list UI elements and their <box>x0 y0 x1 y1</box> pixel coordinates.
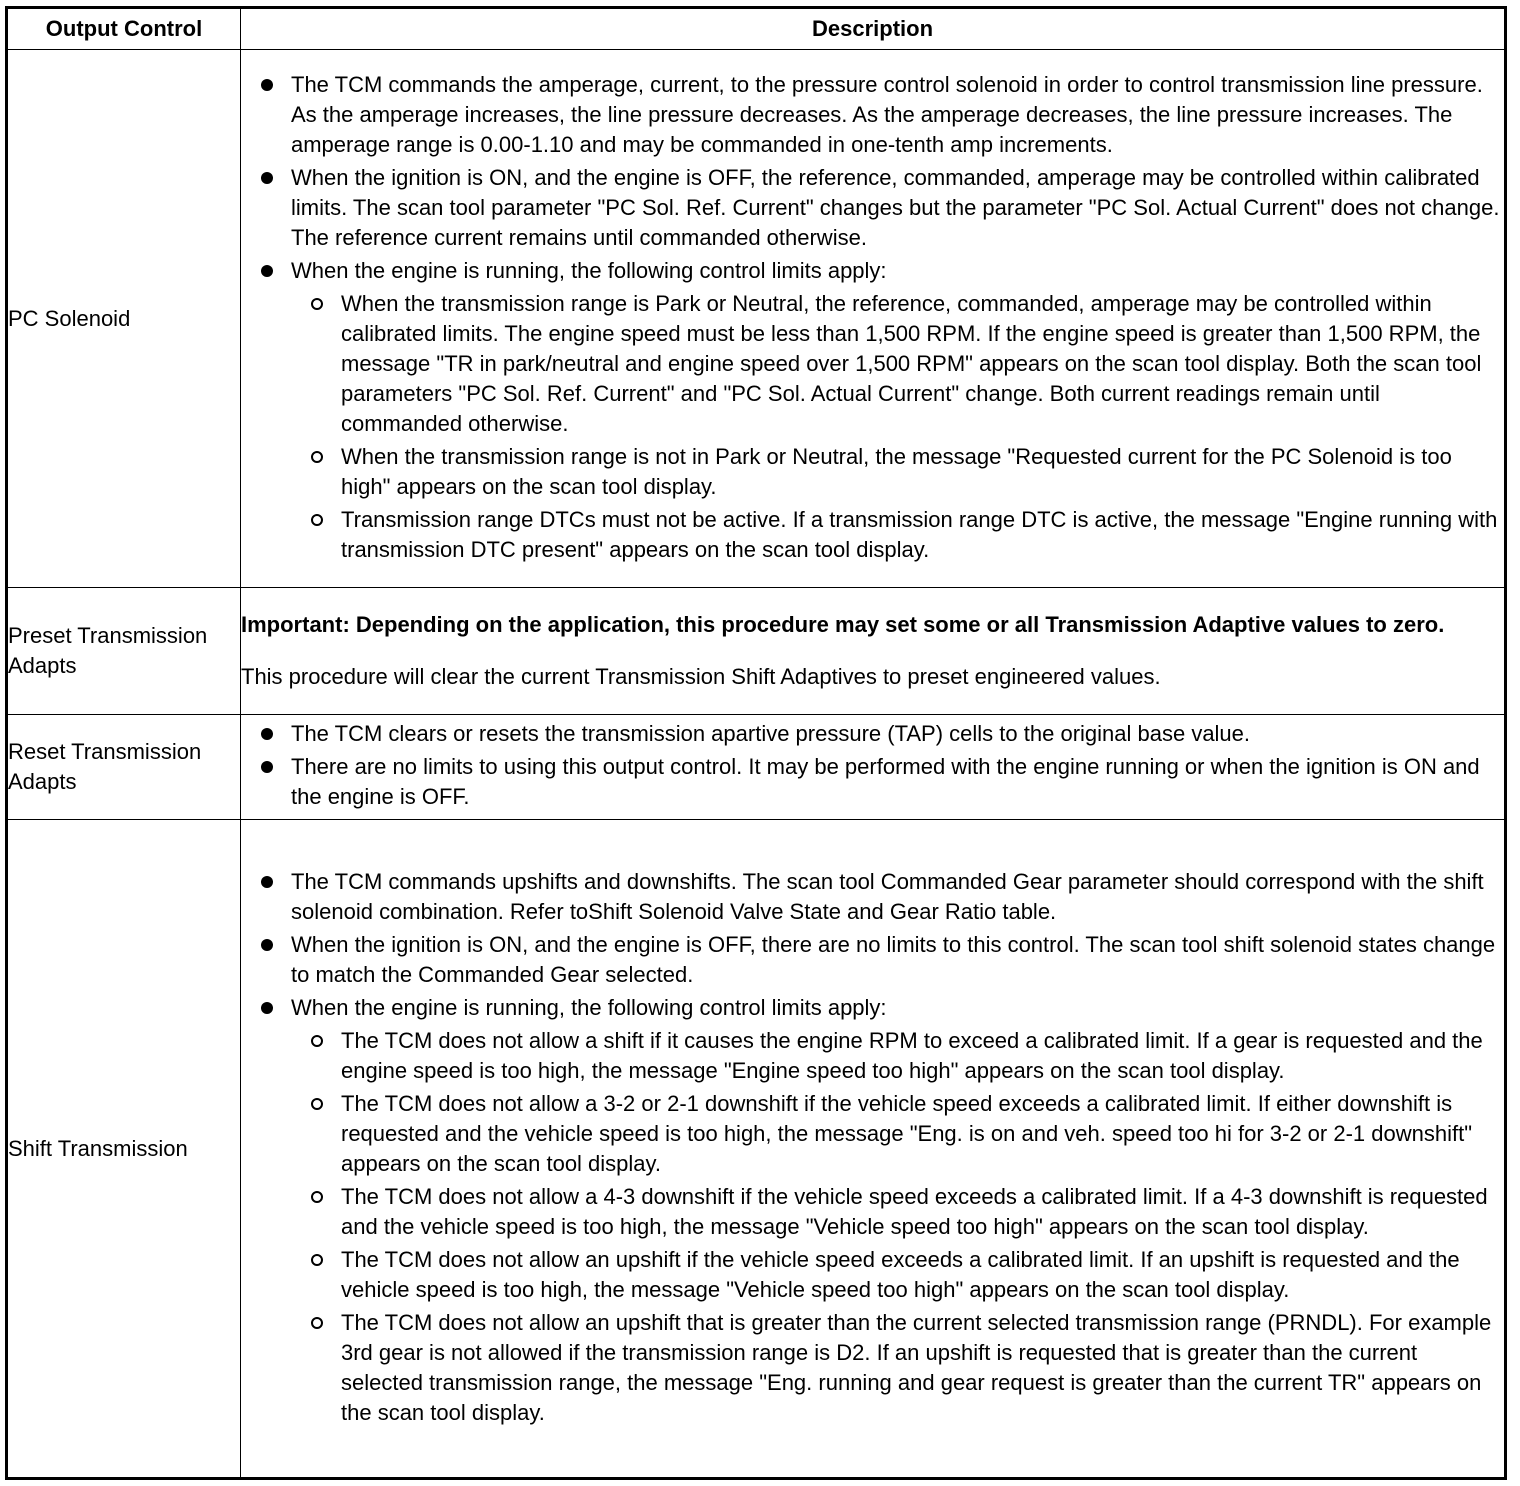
table-row <box>7 715 1506 820</box>
output-control-cell: Shift Transmission <box>7 820 241 1479</box>
bullet-list <box>241 70 1504 565</box>
output-control-table <box>5 6 1507 1480</box>
table-row <box>7 588 1506 715</box>
sub-bullet-item: The TCM does not allow a 4-3 downshift if the vehicle speed exceeds a calibrated limit. If a 4-3 downshift is requested and the vehicle speed is too high, the message "Vehicle speed too high" appears on the scan tool display. <box>291 1182 1504 1242</box>
bullet-item: The TCM commands the amperage, current, to the pressure control solenoid in order to control transmission line pressure. As the amperage increases, the line pressure decreases. As the amperage decreases, the line pressure increases. The amperage range is 0.00-1.10 and may be commanded in one-tenth amp increments. <box>241 70 1504 160</box>
bullet-item: When the ignition is ON, and the engine is OFF, there are no limits to this control. The scan tool shift solenoid states change to match the Commanded Gear selected. <box>241 930 1504 990</box>
bullet-list <box>241 719 1504 812</box>
sub-bullet-item: When the transmission range is not in Park or Neutral, the message "Requested current for the PC Solenoid is too high" appears on the scan tool display. <box>291 442 1504 502</box>
bullet-text: When the engine is running, the following control limits apply: <box>291 994 887 1020</box>
description-paragraph: This procedure will clear the current Transmission Shift Adaptives to preset engineered values. <box>241 664 1161 689</box>
output-control-cell: PC Solenoid <box>7 50 241 588</box>
bullet-item <box>241 256 1504 565</box>
bullet-item: When the ignition is ON, and the engine is OFF, the reference, commanded, amperage may be controlled within calibrated limits. The scan tool parameter "PC Sol. Ref. Current" changes but the parameter "PC Sol. Actual Current" does not change. The reference current remains until commanded otherwise. <box>241 163 1504 253</box>
output-control-cell: Reset Transmission Adapts <box>7 715 241 820</box>
table-header-row <box>7 8 1506 50</box>
description-cell <box>241 588 1506 715</box>
sub-bullet-item: The TCM does not allow a 3-2 or 2-1 downshift if the vehicle speed exceeds a calibrated limit. If either downshift is requested and the vehicle speed is too high, the message "Eng. is on and veh. speed too hi for 3-2 or 2-1 downshift" appears on the scan tool display. <box>291 1089 1504 1179</box>
header-output-control: Output Control <box>7 8 241 50</box>
table-row <box>7 820 1506 1479</box>
sub-bullet-item: The TCM does not allow an upshift if the vehicle speed exceeds a calibrated limit. If an upshift is requested and the vehicle speed is too high, the message "Vehicle speed too high" appears on the scan tool display. <box>291 1245 1504 1305</box>
bullet-text: When the engine is running, the following control limits apply: <box>291 257 887 283</box>
sub-bullet-item: The TCM does not allow a shift if it causes the engine RPM to exceed a calibrated limit. If a gear is requested and the engine speed is too high, the message "Engine speed too high" appears on the scan tool display. <box>291 1026 1504 1086</box>
description-cell <box>241 50 1506 588</box>
sub-bullet-list <box>291 289 1504 565</box>
description-cell <box>241 715 1506 820</box>
important-note: Important: Depending on the application, this procedure may set some or all Transmission Adaptive values to zero. <box>241 612 1445 637</box>
bullet-item: There are no limits to using this output control. It may be performed with the engine running or when the ignition is ON and the engine is OFF. <box>241 752 1504 812</box>
description-cell <box>241 820 1506 1479</box>
bullet-list <box>241 867 1504 1428</box>
table-row <box>7 50 1506 588</box>
sub-bullet-item: The TCM does not allow an upshift that is greater than the current selected transmission range (PRNDL). For example 3rd gear is not allowed if the transmission range is D2. If an upshift is requested that is greater than the current selected transmission range, the message "Eng. running and gear request is greater than the current TR" appears on the scan tool display. <box>291 1308 1504 1428</box>
bullet-item: The TCM commands upshifts and downshifts. The scan tool Commanded Gear parameter should correspond with the shift solenoid combination. Refer toShift Solenoid Valve State and Gear Ratio table. <box>241 867 1504 927</box>
sub-bullet-list <box>291 1026 1504 1428</box>
bullet-item: The TCM clears or resets the transmission apartive pressure (TAP) cells to the original base value. <box>241 719 1504 749</box>
header-description: Description <box>241 8 1506 50</box>
output-control-cell: Preset Transmission Adapts <box>7 588 241 715</box>
sub-bullet-item: When the transmission range is Park or Neutral, the reference, commanded, amperage may be controlled within calibrated limits. The engine speed must be less than 1,500 RPM. If the engine speed is greater than 1,500 RPM, the message "TR in park/neutral and engine speed over 1,500 RPM" appears on the scan tool display. Both the scan tool parameters "PC Sol. Ref. Current" and "PC Sol. Actual Current" change. Both current readings remain until commanded otherwise. <box>291 289 1504 439</box>
sub-bullet-item: Transmission range DTCs must not be active. If a transmission range DTC is active, the message "Engine running with transmission DTC present" appears on the scan tool display. <box>291 505 1504 565</box>
bullet-item <box>241 993 1504 1428</box>
